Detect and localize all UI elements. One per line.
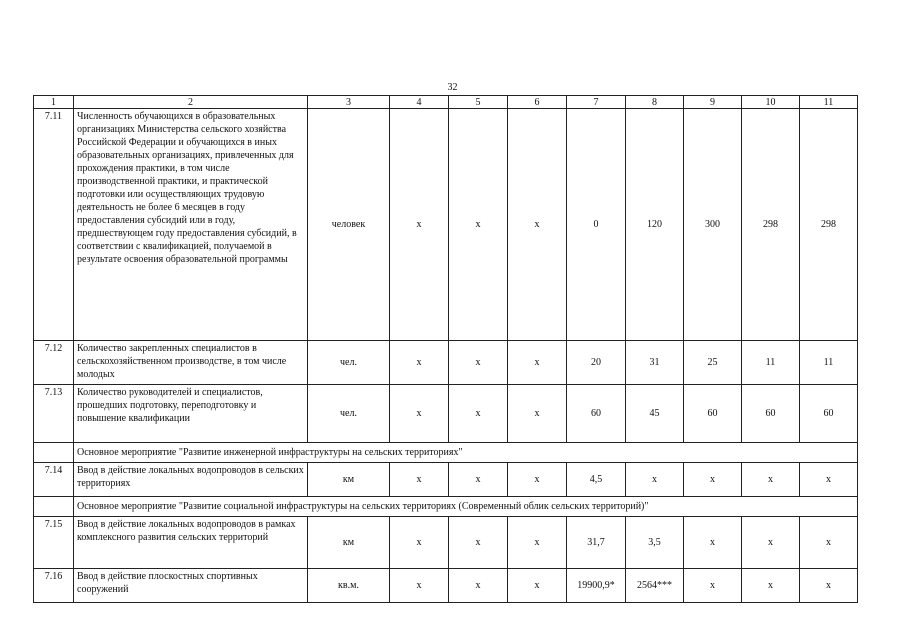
row-value: х: [449, 341, 508, 385]
row-description: Количество закрепленных специалистов в сельскохозяйственном производстве, в том числе молодых: [74, 341, 308, 385]
section-spacer: [34, 443, 74, 463]
row-value: 300: [684, 109, 742, 341]
column-header: 10: [742, 96, 800, 109]
indicators-table: [33, 95, 858, 603]
row-value: х: [508, 109, 567, 341]
column-header: 2: [74, 96, 308, 109]
row-value: х: [390, 341, 449, 385]
table-row: [34, 341, 858, 385]
section-spacer: [34, 497, 74, 517]
row-number: 7.12: [34, 341, 74, 385]
table-row: [34, 569, 858, 603]
section-row: [34, 443, 858, 463]
row-value: 3,5: [626, 517, 684, 569]
column-header: 1: [34, 96, 74, 109]
row-value: 60: [800, 385, 858, 443]
row-value: 4,5: [567, 463, 626, 497]
row-value: 298: [800, 109, 858, 341]
row-value: х: [508, 569, 567, 603]
row-description: Количество руководителей и специалистов, прошедших подготовку, переподготовку и повышение квалификации: [74, 385, 308, 443]
row-value: 19900,9*: [567, 569, 626, 603]
row-unit: кв.м.: [308, 569, 390, 603]
row-number: 7.13: [34, 385, 74, 443]
row-value: х: [390, 385, 449, 443]
row-description: Численность обучающихся в образовательных организациях Министерства сельского хозяйства Российской Федерации и обучающихся в иных образовательных организациях, привлеченных для прохождения практики, в том числе производственной практики, и практической подготовки или осуществляющих трудовую деятельность не более 6 месяцев в году предоставления субсидий или в году, предшествующем году предоставления субсидий, в соответствии с квалификацией, получаемой в результате освоения образовательной программы: [74, 109, 308, 341]
table-row: [34, 109, 858, 341]
row-value: х: [626, 463, 684, 497]
row-value: 60: [567, 385, 626, 443]
row-value: 298: [742, 109, 800, 341]
row-value: х: [508, 341, 567, 385]
row-value: х: [508, 517, 567, 569]
row-value: 0: [567, 109, 626, 341]
section-title: Основное мероприятие "Развитие инженерной инфраструктуры на сельских территориях": [74, 443, 858, 463]
row-unit: человек: [308, 109, 390, 341]
row-value: х: [684, 569, 742, 603]
row-value: 11: [742, 341, 800, 385]
table-row: [34, 385, 858, 443]
row-value: х: [390, 569, 449, 603]
row-description: Ввод в действие плоскостных спортивных сооружений: [74, 569, 308, 603]
page-number: 32: [447, 82, 458, 93]
row-value: 2564***: [626, 569, 684, 603]
row-description: Ввод в действие локальных водопроводов в рамках комплексного развития сельских территорий: [74, 517, 308, 569]
row-value: 25: [684, 341, 742, 385]
column-header: 11: [800, 96, 858, 109]
row-value: 45: [626, 385, 684, 443]
column-header: 4: [390, 96, 449, 109]
column-header: 7: [567, 96, 626, 109]
row-value: х: [742, 517, 800, 569]
row-value: х: [742, 463, 800, 497]
row-value: х: [684, 517, 742, 569]
row-value: 60: [684, 385, 742, 443]
row-value: х: [449, 109, 508, 341]
section-title: Основное мероприятие "Развитие социальной инфраструктуры на сельских территориях (Современный облик сельских территорий)": [74, 497, 858, 517]
row-value: х: [449, 517, 508, 569]
row-unit: чел.: [308, 385, 390, 443]
column-header: 5: [449, 96, 508, 109]
row-value: х: [800, 569, 858, 603]
row-value: х: [449, 463, 508, 497]
row-number: 7.11: [34, 109, 74, 341]
row-description: Ввод в действие локальных водопроводов в сельских территориях: [74, 463, 308, 497]
row-value: х: [508, 385, 567, 443]
row-unit: км: [308, 463, 390, 497]
row-value: х: [390, 517, 449, 569]
row-unit: км: [308, 517, 390, 569]
row-value: х: [390, 109, 449, 341]
row-value: х: [390, 463, 449, 497]
row-value: х: [800, 517, 858, 569]
row-value: 31: [626, 341, 684, 385]
column-header: 9: [684, 96, 742, 109]
row-value: 31,7: [567, 517, 626, 569]
row-value: 11: [800, 341, 858, 385]
row-value: х: [449, 569, 508, 603]
row-value: х: [508, 463, 567, 497]
table-row: [34, 463, 858, 497]
header-row: [34, 96, 858, 109]
row-number: 7.14: [34, 463, 74, 497]
section-row: [34, 497, 858, 517]
row-value: х: [684, 463, 742, 497]
row-unit: чел.: [308, 341, 390, 385]
row-value: х: [742, 569, 800, 603]
row-value: 120: [626, 109, 684, 341]
row-value: 60: [742, 385, 800, 443]
row-value: 20: [567, 341, 626, 385]
column-header: 8: [626, 96, 684, 109]
column-header: 3: [308, 96, 390, 109]
row-value: х: [449, 385, 508, 443]
row-number: 7.16: [34, 569, 74, 603]
row-value: х: [800, 463, 858, 497]
table-row: [34, 517, 858, 569]
row-number: 7.15: [34, 517, 74, 569]
column-header: 6: [508, 96, 567, 109]
